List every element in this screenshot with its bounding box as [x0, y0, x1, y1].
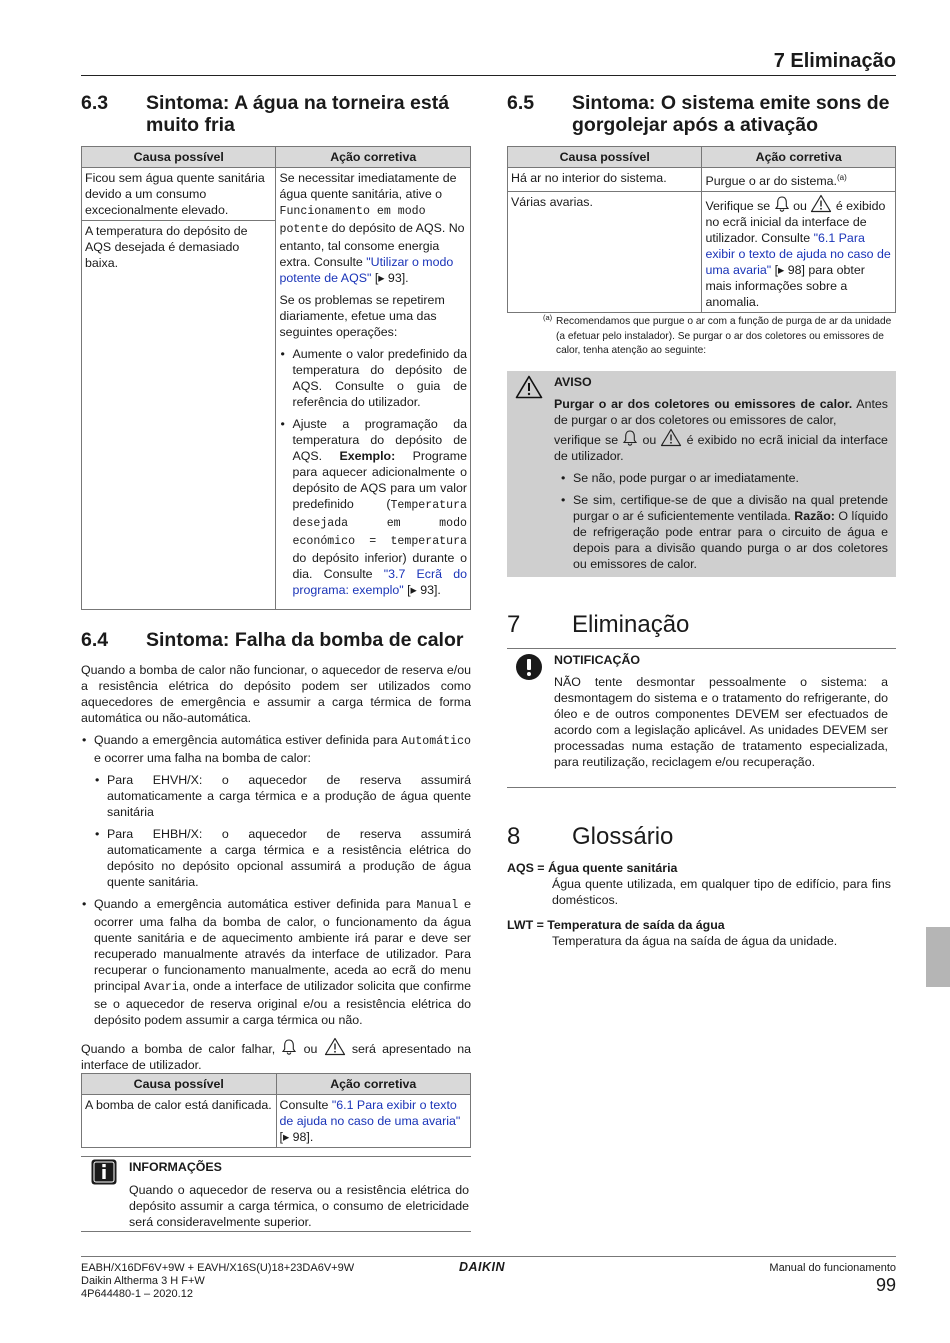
action-cell: [276, 168, 471, 610]
side-tab-marker: [926, 927, 950, 987]
text: Quando a bomba de calor falhar,: [81, 1042, 276, 1056]
section-number: 6.3: [81, 92, 109, 114]
warning-body: [554, 396, 888, 572]
failure-display-paragraph: [81, 1037, 471, 1073]
chapter-number: 8: [507, 823, 521, 850]
text-end: [▸ 98] para obter mais informações sobre a anomalia.: [705, 263, 865, 310]
page-ref: [▸ 93].: [371, 271, 409, 285]
chapter-number: 7: [507, 611, 521, 638]
text: Verifique se: [705, 199, 771, 214]
text: será apresentado na interface de utilizador.: [81, 1042, 471, 1072]
example-label: Exemplo:: [339, 449, 396, 463]
daikin-logo: DAIKIN: [459, 1260, 506, 1274]
text: Consulte: [279, 1098, 332, 1112]
action-cell: [702, 168, 896, 192]
action-list: [279, 346, 467, 598]
header-rule: [81, 75, 896, 76]
warning-list: [554, 470, 888, 572]
list-item: [81, 896, 471, 1028]
section-6-3-heading: [81, 92, 471, 140]
sub-list-item: • Para EHBH/X: o aquecedor de reserva assumirá automaticamente a carga térmica e a resistência elétrica do depósito no depósito opcional assumirá a produção de água quente sanitária.: [94, 826, 471, 890]
chapter-7-heading: [507, 611, 896, 641]
text: é exibido no ecrã inicial da interface de utilizador.: [554, 433, 888, 463]
action-cell: [702, 192, 896, 313]
table-6-4: [81, 1073, 471, 1148]
action-1-text: Se necessitar imediatamente de água quente sanitária, ative o: [279, 171, 457, 201]
cause-cell: Há ar no interior do sistema.: [508, 168, 702, 192]
glossary-definition: Temperatura da água na saída de água da unidade.: [552, 934, 838, 948]
table-header-cause: Causa possível: [82, 147, 276, 168]
table-header-action: Ação corretiva: [276, 147, 471, 168]
table-6-5: [507, 146, 896, 313]
footnote-ref: (a): [837, 173, 847, 182]
cause-cell: A bomba de calor está danificada.: [82, 1095, 277, 1148]
text: Antes de purgar o ar dos coletores ou emissores de calor,: [554, 397, 888, 427]
glossary: [507, 860, 896, 949]
text-cont: é exibido no ecrã inicial da interface de utilizador. Consulte: [705, 199, 886, 246]
list-item: [279, 416, 467, 598]
section-6-5-heading: [507, 92, 896, 140]
cause-2: A temperatura do depósito de AQS desejada é demasiado baixa.: [82, 220, 275, 273]
section-title-line2: gorgolejar após a ativação: [572, 114, 819, 136]
text-or: ou: [793, 199, 807, 214]
notice-text: NÃO tente desmontar pessoalmente o sistema: a desmontagem do sistema e o tratamento do refrigerante, do óleo e de outros componentes DEVEM ser efectuados de acordo com a legislação aplicável. As unidades DEVEM ser processadas numa estação de tratamento especializada, para reutilização, reciclagem e/ou recuperação.: [554, 675, 888, 769]
text-or: ou: [303, 1042, 318, 1056]
warning-triangle-icon: [324, 1037, 346, 1056]
section-title-line1: Sintoma: O sistema emite sons de: [572, 92, 890, 114]
section-6-4-body: [81, 662, 471, 1073]
chapter-title: Glossário: [572, 823, 674, 850]
footnote-text: Recomendamos que purgue o ar com a função de purga de ar da unidade (a efetuar pelo instalador). Se purgar o ar dos coletores ou emissores de calor, tenha atenção ao seguinte:: [556, 316, 892, 357]
footer-rule: [81, 1256, 896, 1257]
item-text-cont: e ocorrer uma falha na bomba de calor:: [94, 751, 311, 765]
info-box: [81, 1156, 471, 1232]
bell-icon: [774, 195, 790, 213]
chapter-title: Eliminação: [572, 611, 690, 638]
notice-box: [507, 648, 896, 788]
warning-lead: Purgar o ar dos coletores ou emissores de calor.: [554, 397, 853, 411]
setting-name: Temperatura desejada em modo económico = temperatura: [292, 499, 467, 548]
link-help-text[interactable]: "6.1 Para exibir o texto de ajuda no caso de uma avaria": [705, 231, 891, 278]
list-item: [560, 492, 888, 572]
intro-paragraph: Quando a bomba de calor não funcionar, o aquecedor de reserva e/ou a resistência elétrica do depósito podem ser utilizados como aquecedores de emergência e assumir a carga térmica de forma automática ou não-automática.: [81, 663, 471, 725]
list-item: • Aumente o valor predefinido da temperatura do depósito de AQS. Consulte o guia de referência do utilizador.: [279, 346, 467, 410]
mode-name: Funcionamento em modo: [279, 205, 426, 218]
item-text-end: do depósito inferior) durante o dia. Consulte: [292, 551, 467, 581]
bell-icon: [281, 1038, 297, 1056]
notice-title: NOTIFICAÇÃO: [554, 653, 641, 667]
item-text-cont: e ocorrer uma falha da bomba de calor, o funcionamento da água quente sanitária e de aquecimento ambiente irá parar e deve ser recuperado manualmente através da interface de utilizador. Para recuperar o funcionamento manualmente, aceda ao ecrã do menu principal: [94, 897, 471, 993]
footnote-mark: (a): [543, 313, 553, 322]
text-or: ou: [642, 433, 657, 447]
action-2: Se os problemas se repetirem diariamente, efetue uma das seguintes operações:: [279, 293, 445, 339]
item-text: Ajuste a programação da temperatura do depósito de AQS.: [292, 417, 467, 463]
info-text: Quando o aquecedor de reserva ou a resistência elétrica do depósito assumir a carga térmica, o consumo de eletricidade será consideravelmente superior.: [129, 1183, 469, 1229]
warning-box: [507, 371, 896, 577]
table-header-cause: Causa possível: [82, 1074, 277, 1095]
warning-paragraph: [554, 396, 888, 428]
warning-triangle-icon: [810, 194, 832, 213]
list-item: [81, 732, 471, 890]
footer-product: Daikin Altherma 3 H F+W: [81, 1275, 205, 1287]
table-6-3: [81, 146, 471, 610]
warning-paragraph-2: [554, 428, 888, 464]
footer-model: EABH/X16DF6V+9W + EAVH/X16S(U)18+23DA6V+9W: [81, 1262, 355, 1274]
cause-cell: [82, 168, 276, 610]
footer-manual: Manual do funcionamento: [769, 1262, 896, 1274]
link-program-screen[interactable]: "3.7 Ecrã do programa: exemplo": [292, 567, 467, 597]
mode-name-cont: potente: [279, 223, 329, 236]
link-help-text[interactable]: "6.1 Para exibir o texto de ajuda no caso de uma avaria": [279, 1098, 461, 1128]
action-1-cont: do depósito de AQS. No entanto, tal consome energia extra. Consulte: [279, 221, 465, 269]
setting-automatic: Automático: [401, 735, 471, 748]
section-number: 6.5: [507, 92, 535, 114]
item-text: Quando a emergência automática estiver definida para: [94, 733, 398, 747]
text: verifique se: [554, 433, 619, 447]
glossary-definition: Água quente utilizada, em qualquer tipo de edifício, para fins domésticos.: [552, 877, 891, 907]
action-cell: [276, 1095, 471, 1148]
glossary-term: LWT = Temperatura de saída da água: [507, 918, 725, 932]
section-number: 6.4: [81, 629, 109, 651]
reason-label: Razão:: [794, 509, 835, 523]
chapter-8-heading: [507, 823, 896, 853]
item-text-cont: Programe para aquecer adicionalmente o depósito de AQS para um valor predefinido (: [292, 449, 467, 511]
setting-manual: Manual: [416, 899, 459, 912]
page-header-title: 7 Eliminação: [773, 50, 896, 72]
emergency-list: [81, 732, 471, 1028]
glossary-term: AQS = Água quente sanitária: [507, 861, 678, 875]
warning-icon: [515, 375, 543, 399]
sub-list: [94, 772, 471, 890]
item-text-end: , onde a interface de utilizador solicita que confirme se o aquecedor de reserva original e/ou a resistência elétrica do depósito podem assumir a carga térmica ou não.: [94, 979, 471, 1027]
info-icon: [91, 1159, 117, 1185]
page-number: 99: [875, 1275, 896, 1295]
action-1: [279, 170, 467, 286]
text-end: O líquido de refrigeração pode entrar para o circuito de água e depois para a divisão quando purga o ar dos coletores ou emissores de calor.: [573, 509, 888, 571]
section-title-line2: muito fria: [146, 114, 235, 136]
info-title: INFORMAÇÕES: [129, 1160, 222, 1174]
bell-icon: [622, 429, 638, 447]
sub-list-item: • Para EHVH/X: o aquecedor de reserva assumirá automaticamente a carga térmica e a produção de água quente sanitária: [94, 772, 471, 820]
footnote: [543, 315, 893, 359]
table-header-action: Ação corretiva: [702, 147, 896, 168]
menu-avaria: Avaria: [143, 981, 186, 994]
footer-left: [81, 1262, 354, 1301]
table-header-cause: Causa possível: [508, 147, 702, 168]
item-text: Quando a emergência automática estiver definida para: [94, 897, 417, 911]
section-title-line1: Sintoma: A água na torneira está: [146, 92, 450, 114]
warning-triangle-icon: [660, 428, 682, 447]
section-title: Sintoma: Falha da bomba de calor: [146, 629, 464, 651]
text: Purgue o ar do sistema.: [705, 174, 838, 189]
footer-doc: 4P644480-1 – 2020.12: [81, 1288, 193, 1300]
cause-cell: Várias avarias.: [508, 192, 702, 313]
warning-title: AVISO: [554, 375, 592, 389]
text: Se sim, certifique-se de que a divisão na qual pretende purgar o ar é suficientemente ventilada.: [573, 493, 888, 523]
section-6-4-heading: [81, 629, 471, 653]
list-item: • Se não, pode purgar o ar imediatamente.: [560, 470, 888, 486]
cause-1: Ficou sem água quente sanitária devido a um consumo excecionalmente elevado.: [85, 171, 265, 217]
page-ref: [▸ 98].: [279, 1130, 314, 1144]
page-ref: [▸ 93].: [403, 583, 441, 597]
table-header-action: Ação corretiva: [276, 1074, 471, 1095]
link-powerful-mode[interactable]: "Utilizar o modo potente de AQS": [279, 255, 454, 285]
exclamation-circle-icon: [515, 653, 543, 681]
